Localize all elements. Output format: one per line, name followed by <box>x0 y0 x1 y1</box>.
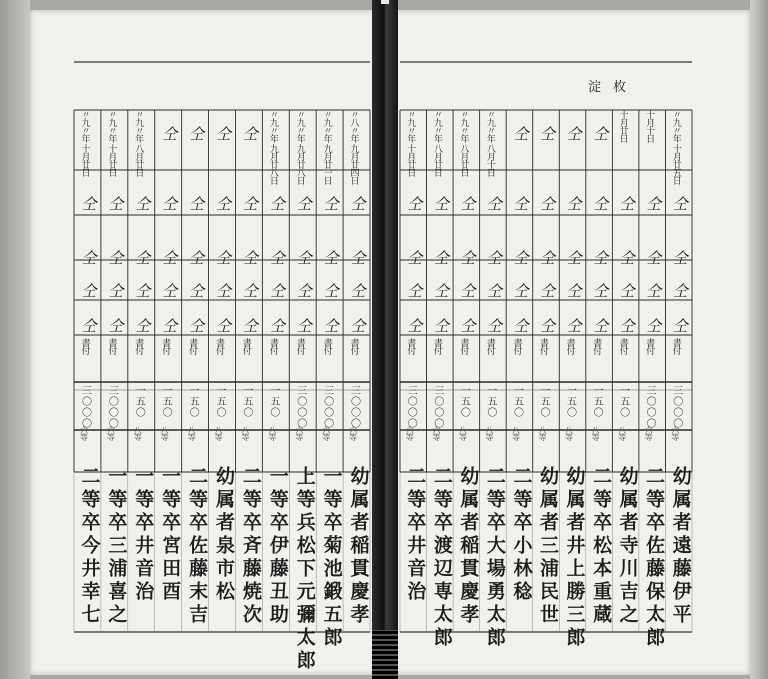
ledger-kind-right-5: 書付 <box>538 338 548 354</box>
ledger-date-left-8: 〃九〃年 八月廿日 <box>133 110 144 176</box>
ditto-mark-left-5-0: 仝 <box>214 126 232 141</box>
spine-tab <box>381 0 389 4</box>
ledger-date-left-0: 〃八〃年 九月廿四日 <box>348 110 359 184</box>
ditto-mark-right-4-1: 仝 <box>564 196 583 211</box>
ditto-mark-right-5-4: 仝 <box>538 318 556 333</box>
ledger-rank-right-9: 六等 <box>431 426 441 440</box>
ditto-mark-left-0-2: 仝 <box>348 250 367 265</box>
ledger-kind-right-3: 書付 <box>591 338 602 354</box>
ditto-mark-right-0-3: 仝 <box>670 283 689 298</box>
ledger-rank-left-4: 八等 <box>240 426 250 440</box>
ledger-name-right-1: 二等卒佐藤保太郎 <box>643 466 666 650</box>
ditto-mark-left-2-3: 仝 <box>294 283 313 298</box>
ditto-mark-right-8-3: 仝 <box>458 283 477 298</box>
ledger-name-right-6: 二等卒小林稔 <box>510 466 533 604</box>
ledger-rank-left-3: 八等 <box>267 426 277 440</box>
page-edge-left <box>0 0 30 679</box>
ledger-name-left-0: 幼属者稲貫慶孝 <box>347 466 370 627</box>
ledger-kind-left-4: 書付 <box>240 338 251 354</box>
ledger-amount-left-3: 一五〇 <box>267 385 279 418</box>
ledger-name-right-5: 幼属者三浦民世 <box>537 466 559 627</box>
ledger-amount-right-2: 一五〇 <box>617 385 629 418</box>
ledger-name-left-7: 一等卒宮田酉 <box>159 466 182 604</box>
ledger-amount-left-0: 三〇〇〇 <box>348 385 360 429</box>
ledger-rank-left-8: 八等 <box>133 426 143 440</box>
ditto-mark-left-6-1: 仝 <box>187 196 206 211</box>
ledger-kind-left-7: 書付 <box>160 338 171 354</box>
ledger-date-left-3: 〃九〃年 九月廿八日 <box>267 110 278 184</box>
ledger-rank-right-8: 八等 <box>458 426 468 440</box>
ditto-mark-left-6-2: 仝 <box>187 250 206 265</box>
ditto-mark-left-4-2: 仝 <box>240 250 259 265</box>
ditto-mark-left-10-2: 仝 <box>79 250 98 265</box>
ditto-mark-right-5-3: 仝 <box>538 283 556 298</box>
ledger-rank-left-7: 八等 <box>160 426 170 440</box>
ditto-mark-left-2-2: 仝 <box>294 250 313 265</box>
ditto-mark-left-8-4: 仝 <box>133 318 152 333</box>
ditto-mark-right-1-4: 仝 <box>644 318 663 333</box>
ditto-mark-left-5-2: 仝 <box>214 250 232 265</box>
ledger-amount-left-7: 一五〇 <box>160 385 172 418</box>
ledger-amount-left-10: 三〇〇〇 <box>79 385 91 429</box>
ditto-mark-right-6-0: 仝 <box>511 126 530 141</box>
ledger-name-right-2: 幼属者寺川吉之 <box>616 466 639 627</box>
ditto-mark-left-1-3: 仝 <box>321 283 340 298</box>
ditto-mark-right-6-3: 仝 <box>511 283 530 298</box>
ditto-mark-right-6-4: 仝 <box>511 318 530 333</box>
ditto-mark-right-6-1: 仝 <box>511 196 530 211</box>
ledger-rank-right-6: 八等 <box>511 426 521 440</box>
ditto-mark-right-10-2: 仝 <box>405 250 424 265</box>
ledger-amount-right-0: 三〇〇〇 <box>670 385 682 429</box>
ditto-mark-right-8-4: 仝 <box>458 318 477 333</box>
ditto-mark-right-0-2: 仝 <box>670 250 689 265</box>
ledger-date-right-7: 〃九〃年 八月十日 <box>484 110 495 176</box>
ledger-date-left-2: 〃九〃年 九月廿八日 <box>294 110 305 184</box>
ditto-mark-right-4-2: 仝 <box>564 250 583 265</box>
ledger-kind-right-9: 書付 <box>431 338 442 354</box>
ditto-mark-left-8-3: 仝 <box>133 283 152 298</box>
ditto-mark-left-0-1: 仝 <box>348 196 367 211</box>
ditto-mark-left-9-2: 仝 <box>106 250 125 265</box>
ledger-amount-right-1: 三〇〇〇 <box>644 385 656 429</box>
ditto-mark-left-9-3: 仝 <box>106 283 125 298</box>
ditto-mark-left-3-2: 仝 <box>267 250 286 265</box>
ditto-mark-left-6-4: 仝 <box>187 318 206 333</box>
ledger-date-right-0: 〃九〃年 十月廿五日 <box>670 110 681 184</box>
ditto-mark-left-5-1: 仝 <box>214 196 232 211</box>
ledger-rank-left-6: 八等 <box>187 426 197 440</box>
ditto-mark-right-5-2: 仝 <box>538 250 556 265</box>
ledger-rank-left-0: 六等 <box>348 426 358 440</box>
ledger-kind-right-7: 書付 <box>484 338 495 354</box>
ditto-mark-left-4-1: 仝 <box>240 196 259 211</box>
ledger-kind-right-8: 書付 <box>458 338 469 354</box>
ditto-mark-left-0-3: 仝 <box>348 283 367 298</box>
ditto-mark-right-9-2: 仝 <box>431 250 450 265</box>
ditto-mark-left-3-4: 仝 <box>267 318 286 333</box>
ditto-mark-right-3-2: 仝 <box>591 250 610 265</box>
ledger-rank-right-4: 八等 <box>564 426 574 440</box>
ledger-date-right-10: 〃九〃年 十月廿日 <box>405 110 416 176</box>
ledger-name-right-4: 幼属者井上勝三郎 <box>563 466 586 650</box>
ditto-mark-right-0-1: 仝 <box>670 196 689 211</box>
ledger-rank-right-0: 六等 <box>670 426 680 440</box>
ledger-kind-left-10: 書付 <box>79 338 90 354</box>
ledger-name-left-3: 一等卒伊藤丑助 <box>266 466 289 627</box>
ditto-mark-right-1-2: 仝 <box>644 250 663 265</box>
ledger-kind-right-1: 書付 <box>644 338 655 354</box>
ledger-amount-left-1: 三〇〇〇 <box>321 385 333 429</box>
ledger-kind-right-10: 書付 <box>405 338 416 354</box>
ledger-kind-right-2: 書付 <box>617 338 628 354</box>
ledger-rank-left-1: 六等 <box>321 426 331 440</box>
ditto-mark-left-2-4: 仝 <box>294 318 313 333</box>
ledger-name-right-3: 二等卒松本重蔵 <box>590 466 613 627</box>
ledger-amount-right-3: 一五〇 <box>591 385 603 418</box>
ditto-mark-right-0-4: 仝 <box>670 318 689 333</box>
ditto-mark-left-7-4: 仝 <box>160 318 179 333</box>
ledger-amount-left-2: 三〇〇〇 <box>294 385 306 429</box>
ledger-amount-left-8: 一五〇 <box>133 385 145 418</box>
ditto-mark-right-7-2: 仝 <box>484 250 503 265</box>
ledger-name-right-8: 幼属者稲貫慶孝 <box>457 466 480 627</box>
ledger-rank-right-10: 六等 <box>405 426 415 440</box>
ditto-mark-right-2-2: 仝 <box>617 250 636 265</box>
ditto-mark-right-9-3: 仝 <box>431 283 450 298</box>
ledger-rank-right-1: 六等 <box>644 426 654 440</box>
ledger-kind-left-6: 書付 <box>187 338 198 354</box>
ditto-mark-right-3-0: 仝 <box>591 126 610 141</box>
ditto-mark-left-1-1: 仝 <box>321 196 340 211</box>
ledger-date-left-1: 〃九〃年 九月廿一日 <box>321 110 332 184</box>
ledger-date-right-1: 十月十日 <box>644 110 655 142</box>
ledger-kind-right-4: 書付 <box>564 338 575 354</box>
ditto-mark-left-9-4: 仝 <box>106 318 125 333</box>
ledger-kind-left-8: 書付 <box>133 338 144 354</box>
ledger-amount-right-10: 三〇〇〇 <box>405 385 417 429</box>
ditto-mark-right-1-1: 仝 <box>644 196 663 211</box>
ledger-rank-left-9: 六等 <box>106 426 116 440</box>
ditto-mark-left-5-3: 仝 <box>214 283 232 298</box>
ditto-mark-right-2-1: 仝 <box>617 196 636 211</box>
ditto-mark-right-3-3: 仝 <box>591 283 610 298</box>
ledger-name-right-0: 幼属者遠藤伊平 <box>669 466 692 627</box>
ditto-mark-left-5-4: 仝 <box>214 318 232 333</box>
ledger-kind-left-1: 書付 <box>321 338 332 354</box>
ditto-mark-left-7-3: 仝 <box>160 283 179 298</box>
ditto-mark-left-8-2: 仝 <box>133 250 152 265</box>
ditto-mark-right-2-3: 仝 <box>617 283 636 298</box>
ditto-mark-left-1-2: 仝 <box>321 250 340 265</box>
ledger-name-right-10: 二等卒井音治 <box>404 466 427 604</box>
ledger-amount-right-8: 一五〇 <box>458 385 470 418</box>
ledger-name-right-9: 二等卒渡辺専太郎 <box>430 466 453 650</box>
ditto-mark-right-5-1: 仝 <box>538 196 556 211</box>
ditto-mark-right-10-1: 仝 <box>405 196 424 211</box>
ditto-mark-left-4-3: 仝 <box>240 283 259 298</box>
ditto-mark-left-8-1: 仝 <box>133 196 152 211</box>
ledger-name-left-5: 幼属者泉市松 <box>213 466 235 604</box>
ledger-amount-right-4: 一五〇 <box>564 385 576 418</box>
ditto-mark-left-4-0: 仝 <box>240 126 259 141</box>
ledger-name-left-10: 二等卒今井幸七 <box>78 466 101 627</box>
ditto-mark-right-4-0: 仝 <box>564 126 583 141</box>
ditto-mark-left-7-1: 仝 <box>160 196 179 211</box>
ledger-rank-right-2: 八等 <box>617 426 627 440</box>
ledger-date-right-8: 〃九〃年 八月廿日 <box>458 110 469 176</box>
ditto-mark-right-7-4: 仝 <box>484 318 503 333</box>
ledger-kind-right-6: 書付 <box>511 338 522 354</box>
ledger-rank-right-3: 八等 <box>591 426 601 440</box>
ledger-rank-left-2: 六等 <box>294 426 304 440</box>
ditto-mark-right-8-1: 仝 <box>458 196 477 211</box>
ditto-mark-left-3-1: 仝 <box>267 196 286 211</box>
ditto-mark-left-10-4: 仝 <box>79 318 98 333</box>
ledger-date-right-2: 十月廿日 <box>617 110 628 142</box>
ledger-date-left-9: 〃九〃年 十月廿日 <box>106 110 117 176</box>
ditto-mark-left-0-4: 仝 <box>348 318 367 333</box>
ditto-mark-left-1-4: 仝 <box>321 318 340 333</box>
ledger-amount-left-6: 一五〇 <box>187 385 199 418</box>
ditto-mark-right-10-4: 仝 <box>405 318 424 333</box>
ditto-mark-right-9-4: 仝 <box>431 318 450 333</box>
ditto-mark-right-8-2: 仝 <box>458 250 477 265</box>
ledger-name-left-6: 二等卒佐藤末吉 <box>186 466 209 627</box>
ditto-mark-left-6-0: 仝 <box>187 126 206 141</box>
ditto-mark-left-7-2: 仝 <box>160 250 179 265</box>
ledger-amount-right-6: 一五〇 <box>511 385 523 418</box>
ledger-amount-left-9: 三〇〇〇 <box>106 385 118 429</box>
ditto-mark-right-4-4: 仝 <box>564 318 583 333</box>
ditto-mark-right-5-0: 仝 <box>538 126 556 141</box>
ditto-mark-right-4-3: 仝 <box>564 283 583 298</box>
ledger-kind-left-3: 書付 <box>267 338 278 354</box>
ledger-amount-left-5: 一五〇 <box>214 385 225 418</box>
ditto-mark-right-1-3: 仝 <box>644 283 663 298</box>
ledger-kind-left-9: 書付 <box>106 338 117 354</box>
ledger-rank-right-5: 八等 <box>538 426 547 440</box>
ditto-mark-right-9-1: 仝 <box>431 196 450 211</box>
ditto-mark-right-3-1: 仝 <box>591 196 610 211</box>
ditto-mark-right-3-4: 仝 <box>591 318 610 333</box>
ledger-amount-right-7: 一五〇 <box>484 385 496 418</box>
ledger-amount-right-9: 三〇〇〇 <box>431 385 443 429</box>
ledger-kind-left-0: 書付 <box>348 338 359 354</box>
ledger-name-left-1: 一等卒菊池鍛五郎 <box>320 466 343 650</box>
ditto-mark-right-6-2: 仝 <box>511 250 530 265</box>
ledger-name-left-2: 上等兵松下元彌太郎 <box>293 466 316 673</box>
ditto-mark-left-4-4: 仝 <box>240 318 259 333</box>
ledger-amount-right-5: 一五〇 <box>538 385 549 418</box>
ditto-mark-left-10-3: 仝 <box>79 283 98 298</box>
ditto-mark-left-3-3: 仝 <box>267 283 286 298</box>
ledger-kind-left-2: 書付 <box>294 338 305 354</box>
book-binding <box>372 630 398 679</box>
ledger-kind-right-0: 書付 <box>670 338 681 354</box>
ledger-name-left-8: 一等卒井音治 <box>132 466 155 604</box>
ditto-mark-left-2-1: 仝 <box>294 196 313 211</box>
ledger-rank-left-10: 六等 <box>79 426 89 440</box>
ditto-mark-right-7-3: 仝 <box>484 283 503 298</box>
page-header: 淀 枚 <box>588 80 631 95</box>
page-edge-right <box>750 0 768 679</box>
ditto-mark-right-2-4: 仝 <box>617 318 636 333</box>
ledger-kind-left-5: 書付 <box>214 338 224 354</box>
ledger-name-left-4: 二等卒斉藤焼次 <box>239 466 262 627</box>
ledger-amount-left-4: 一五〇 <box>240 385 252 418</box>
ditto-mark-left-9-1: 仝 <box>106 196 125 211</box>
ledger-name-left-9: 一等卒三浦喜之 <box>105 466 128 627</box>
ledger-rank-right-7: 八等 <box>484 426 494 440</box>
ditto-mark-right-7-1: 仝 <box>484 196 503 211</box>
ditto-mark-left-7-0: 仝 <box>160 126 179 141</box>
ledger-rank-left-5: 八等 <box>214 426 223 440</box>
ditto-mark-left-10-1: 仝 <box>79 196 98 211</box>
ditto-mark-left-6-3: 仝 <box>187 283 206 298</box>
ditto-mark-right-10-3: 仝 <box>405 283 424 298</box>
ledger-date-left-10: 〃九〃年 十月廿日 <box>79 110 90 176</box>
ledger-name-right-7: 二等卒大場勇太郎 <box>483 466 506 650</box>
ledger-date-right-9: 〃九〃年 八月廿日 <box>431 110 442 176</box>
book-spine <box>372 0 398 679</box>
